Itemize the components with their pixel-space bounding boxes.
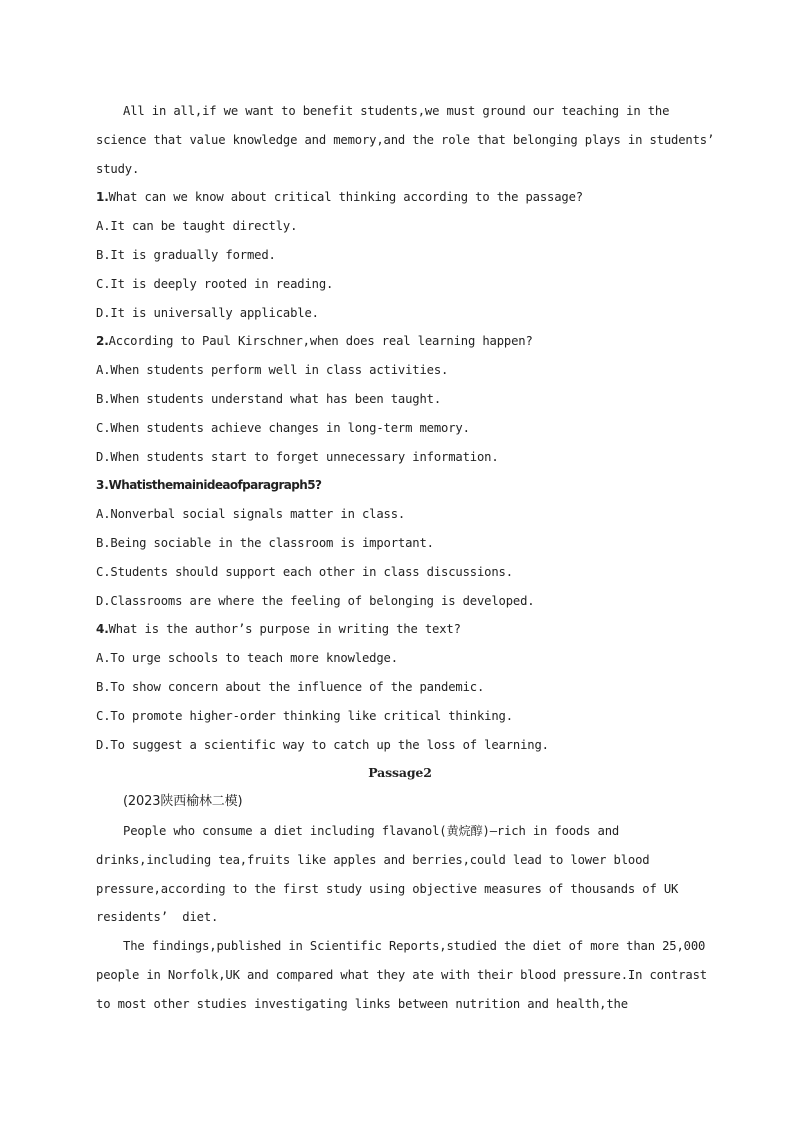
paragraph-line: pressure,according to the first study using objective measures of thousands of UK	[96, 881, 679, 896]
answer-option: A.When students perform well in class activities.	[96, 363, 449, 378]
answer-option: C.When students achieve changes in long-term memory.	[96, 420, 470, 435]
passage-source: (2023陕西榆林二模)	[123, 794, 243, 810]
question-2	[96, 327, 706, 471]
passage-2	[96, 759, 706, 1018]
question-number: 1.	[96, 190, 109, 205]
paragraph-line: study.	[96, 161, 140, 176]
question-number: 4.	[96, 622, 109, 637]
passage-title: Passage2	[368, 765, 432, 781]
paragraph-line: science that value knowledge and memory,and the role that belonging plays in students’	[96, 132, 715, 147]
question-3	[96, 471, 706, 615]
answer-option: A.It can be taught directly.	[96, 219, 298, 234]
paragraph-line: to most other studies investigating links between nutrition and health,the	[96, 996, 628, 1011]
answer-option: C.To promote higher-order thinking like critical thinking.	[96, 708, 513, 723]
answer-option: D.To suggest a scientific way to catch up the loss of learning.	[96, 737, 549, 752]
question-4	[96, 615, 706, 759]
paragraph-line: people in Norfolk,UK and compared what they ate with their blood pressure.In contrast	[96, 967, 707, 982]
question-text: According to Paul Kirschner,when does real learning happen?	[108, 334, 533, 349]
answer-option: C.Students should support each other in class discussions.	[96, 564, 513, 579]
paragraph-line: The findings,published in Scientific Reports,studied the diet of more than 25,000	[123, 939, 706, 954]
question-1	[96, 183, 706, 327]
intro-paragraph	[96, 97, 715, 183]
question-stem	[96, 327, 706, 356]
question-stem	[96, 615, 706, 644]
question-text: What is the author’s purpose in writing the text?	[108, 622, 461, 637]
answer-option: B.It is gradually formed.	[96, 247, 276, 262]
question-stem	[96, 471, 706, 500]
answer-option: B.Being sociable in the classroom is important.	[96, 535, 434, 550]
paragraph-line: residents’ diet.	[96, 910, 219, 925]
document-page	[96, 97, 715, 1019]
question-stem	[96, 183, 706, 212]
paragraph-line: People who consume a diet including flavanol(黄烷醇)—rich in foods and	[123, 823, 620, 838]
question-number: 2.	[96, 334, 109, 349]
question-text: Whatisthemainideaofparagraph5?	[108, 478, 322, 493]
paragraph-line: drinks,including tea,fruits like apples and berries,could lead to lower blood	[96, 852, 650, 867]
answer-option: D.Classrooms are where the feeling of belonging is developed.	[96, 593, 535, 608]
answer-option: B.When students understand what has been taught.	[96, 391, 441, 406]
answer-option: A.Nonverbal social signals matter in class.	[96, 507, 406, 522]
paragraph-line: All in all,if we want to benefit students,we must ground our teaching in the	[123, 104, 670, 118]
answer-option: B.To show concern about the influence of the pandemic.	[96, 679, 485, 694]
answer-option: D.When students start to forget unnecessary information.	[96, 449, 499, 464]
answer-option: A.To urge schools to teach more knowledge.	[96, 651, 398, 666]
question-text: What can we know about critical thinking according to the passage?	[108, 190, 583, 205]
answer-option: C.It is deeply rooted in reading.	[96, 276, 334, 291]
question-number: 3.	[96, 478, 109, 493]
answer-option: D.It is universally applicable.	[96, 305, 319, 320]
